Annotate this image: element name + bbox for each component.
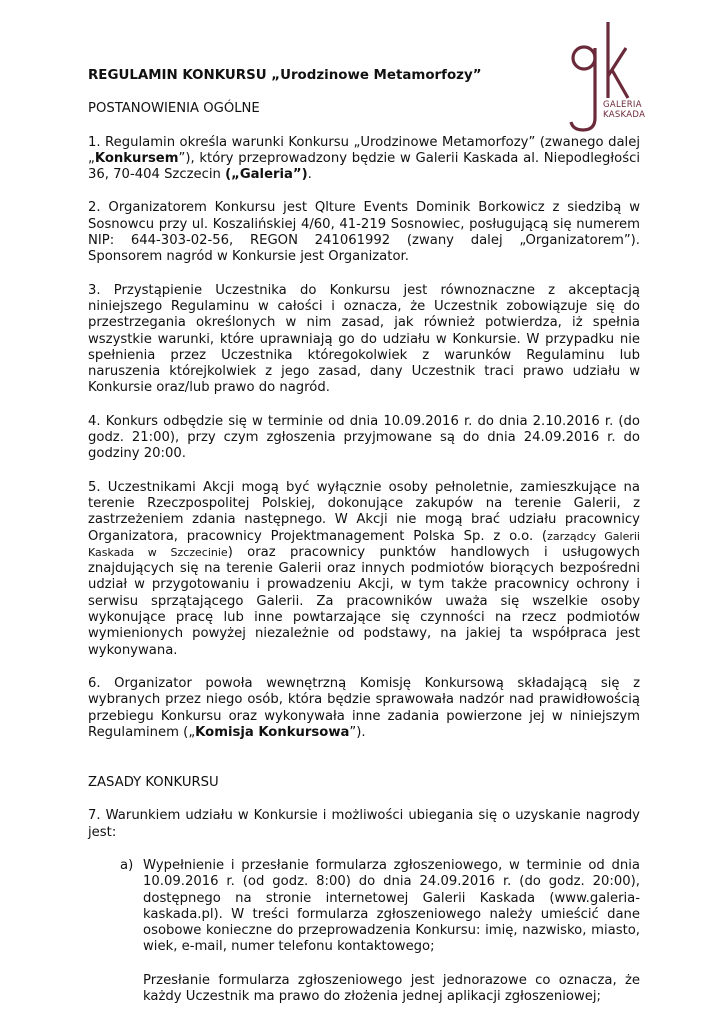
paragraph-7: 7. Warunkiem udziału w Konkursie i możliwości ubiegania się o uzyskanie nagrody jest: [88,808,640,840]
p1-bold-galeria: („Galeria”) [225,167,308,183]
section-heading-general: POSTANOWIENIA OGÓLNE [88,101,260,117]
list-item-a [120,858,640,1005]
paragraph-2: 2. Organizatorem Konkursu jest Qlture Events Dominik Borkowicz z siedzibą w Sosnowcu przy ul. Koszalińskiej 4/60, 41-219 Sosnowiec, posługującą się numerem NIP: 644-303-02-56, REGON 241061992 (zwany dalej „Organizatorem”). Sponsorem nagród w Konkursie jest Organizator. [88,200,640,265]
paragraph-5 [88,480,640,659]
paragraph-4: 4. Konkurs odbędzie się w terminie od dnia 10.09.2016 r. do dnia 2.10.2016 r. (do godz. 21:00), przy czym zgłoszenia przyjmowane są do dnia 24.09.2016 r. do godziny 20:00. [88,413,640,462]
logo-text-kaskada: KASKADA [603,110,646,120]
section-heading-rules: ZASADY KONKURSU [88,775,219,791]
paragraph-1 [88,135,640,184]
list-item-a-label: a) [120,857,134,873]
p6-text-a: 6. Organizator powoła wewnętrzną Komisję Konkursową składającą się z wybranych przez niego osób, która będzie sprawowała nadzór nad prawidłowością przebiegu Konkursu oraz wykonywała inne zadania powierzone jej w niniejszym Regulaminem („ [88,675,640,740]
p1-text-c: ”), który przeprowadzony będzie w Galerii Kaskada al. Niepodległości 36, 70-404 Szczecin [88,150,640,183]
p5-text-b: ) oraz pracownicy punktów handlowych i usługowych znajdujących się na terenie Galerii oraz innych podmiotów biorących bezpośredni udział w przygotowaniu i prowadzeniu Akcji, w tym także pracownicy ochrony i serwisu sprzątającego Galerii. Za pracowników uważa się wszelkie osoby wykonujące pracę lub inne powtarzające się czynności na rzecz podmiotów wymienionych powyżej niezależnie od podstawy, na jakiej ta współpraca jest wykonywana. [88,544,640,658]
paragraph-3: 3. Przystąpienie Uczestnika do Konkursu jest równoznaczne z akceptacją niniejszego Regulaminu w całości i oznacza, że Uczestnik zobowiązuje się do przestrzegania określonych w nim zasad, jak również potwierdza, iż spełnia wszystkie warunki, które uprawniają go do udziału w Konkursie. W przypadku nie spełnienia przez Uczestnika któregokolwiek z warunków Regulaminu lub naruszenia którejkolwiek z jego zasad, dany Uczestnik traci prawo udziału w Konkursie oraz/lub prawo do nagród. [88,282,640,396]
paragraph-6 [88,676,640,741]
p1-bold-konkursem: Konkursem [94,150,179,166]
p5-text-a: 5. Uczestnikami Akcji mogą być wyłącznie osoby pełnoletnie, zamieszkujące na terenie Rzeczpospolitej Polskiej, dokonujące zakupów na terenie Galerii, z zastrzeżeniem zdania następnego. W Akcji nie mogą brać udziału pracownicy Organizatora, pracownicy Projektmanagement Polska Sp. z o.o. ( [88,479,640,544]
list-item-a-extra: Przesłanie formularza zgłoszeniowego jest jednorazowe co oznacza, że każdy Uczestnik ma prawo do złożenia jednej aplikacji zgłoszeniowej; [143,972,640,1005]
list-item-a-text: Wypełnienie i przesłanie formularza zgłoszeniowego, w terminie od dnia 10.09.2016 r. (od godz. 8:00) do dnia 24.09.2016 r. (do godz. 20:00), dostępnego na stronie internetowej Galerii Kaskada (www.galeria-kaskada.pl). W treści formularza zgłoszeniowego należy umieścić dane osobowe konieczne do przeprowadzenia Konkursu: imię, nazwisko, miasto, wiek, e-mail, numer telefonu kontaktowego; [143,857,640,955]
document-body [88,68,640,1005]
p6-text-c: ”). [349,724,366,740]
p5-small-text: zarządcy Galerii Kaskada w Szczecinie [88,529,640,559]
p1-text-d: . [307,167,312,183]
p6-bold-komisja: Komisja Konkursowa [195,724,350,740]
logo-text-galeria: GALERIA [603,100,642,110]
document-title: REGULAMIN KONKURSU „Urodzinowe Metamorfozy” [88,68,482,83]
p1-text-a: 1. Regulamin określa warunki Konkursu „Urodzinowe Metamorfozy” (zwanego dalej „ [88,134,640,166]
